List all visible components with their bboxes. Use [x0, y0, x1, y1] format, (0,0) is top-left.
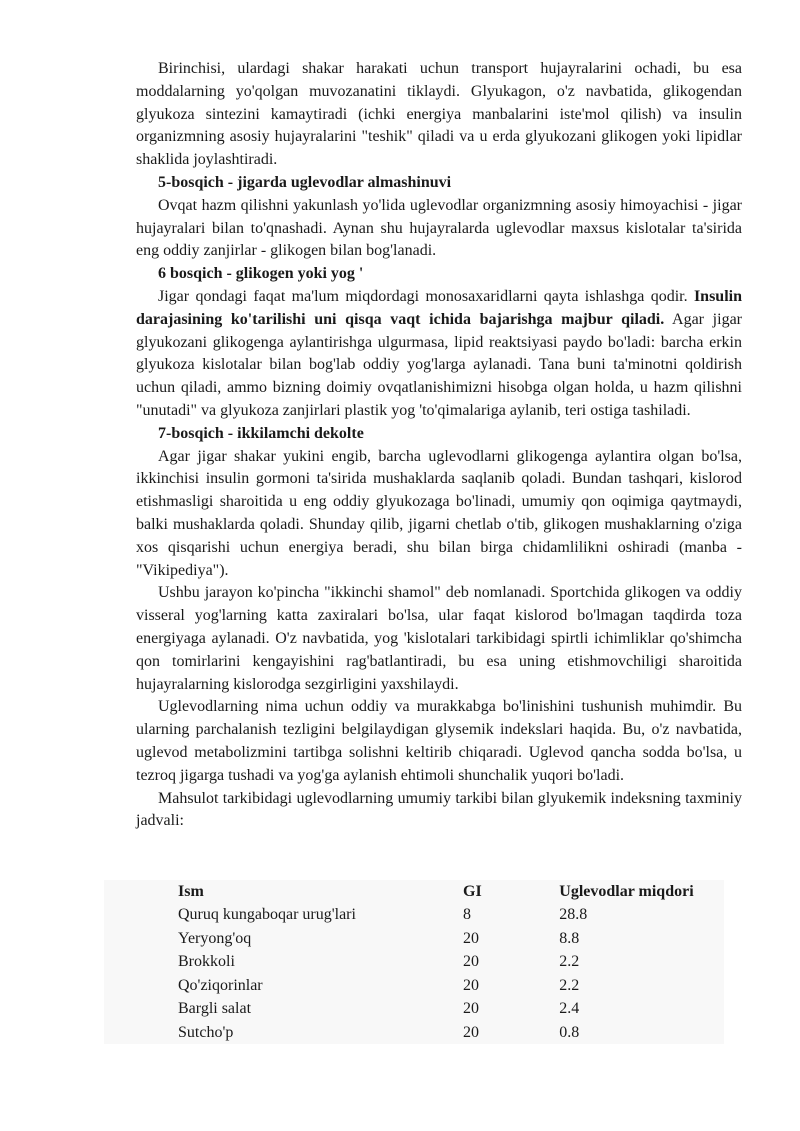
header-carbs: Uglevodlar miqdori [559, 882, 694, 900]
table-row [178, 1021, 724, 1045]
gi-table-container [104, 880, 724, 1044]
header-gi: GI [463, 882, 482, 900]
cell-gi: 8 [463, 906, 471, 924]
header-name: Ism [178, 882, 204, 900]
paragraph-2: Ovqat hazm qilishni yakunlash yo'lida uglevodlar organizmning asosiy himoyachisi - jigar hujayralari bilan to'qnashadi. Aynan shu hujayralarda uglevodlar maxsus kislotalar ta'sirida eng oddiy zanjirlar - glikogen bilan bog'lanadi. [136, 196, 742, 260]
paragraph-1: Birinchisi, ulardagi shakar harakati uchun transport hujayralarini ochadi, bu esa moddalarning yo'qolgan muvozanatini tiklaydi. Glyukagon, o'z navbatida, glikogendan glyukoza sintezini kamaytiradi (ichki energiya manbalarini iste'mol qilish) va insulin organizmning asosiy hujayralarini "teshik" qiladi va u erda glyukozani glikogen yoki lipidlar shaklida joylashtiradi. [136, 60, 742, 169]
paragraph-6: Uglevodlarning nima uchun oddiy va murakkabga bo'linishini tushunish muhimdir. Bu ularning parchalanish tezligini belgilaydigan glysemik indekslari haqida. Bu, o'z navbatida, uglevod metabolizmini tartibga solishni keltirib chiqaradi. Uglevod qancha sodda bo'lsa, u tezroq jigarga tushadi va yog'ga aylanish ehtimoli shunchalik yuqori bo'ladi. [136, 698, 742, 784]
cell-gi: 20 [463, 1023, 479, 1041]
cell-carbs: 0.8 [559, 1023, 580, 1041]
cell-carbs: 2.2 [559, 976, 580, 994]
table-row [178, 951, 724, 975]
cell-carbs: 2.2 [559, 953, 580, 971]
cell-carbs: 28.8 [559, 906, 588, 924]
paragraph-3-bold: Insulin darajasining ko'tarilishi uni qisqa vaqt ichida bajarishga majbur qiladi. [136, 287, 742, 328]
table-row [178, 974, 724, 998]
paragraph-5: Ushbu jarayon ko'pincha "ikkinchi shamol" deb nomlanadi. Sportchida glikogen va oddiy visseral yog'larning katta zaxiralari bo'lsa, ular faqat kislorod bo'lmagan taqdirda toza energiyaga aylanadi. O'z navbatida, yog 'kislotalari tarkibidagi spirtli ichimliklar qo'shimcha qon tomirlarini kengayishini rag'batlantiradi, bu esa uning etishmovchiligi sharoitida hujayralarning kislorodga sezgirligini yaxshilaydi. [136, 584, 742, 693]
cell-name: Bargli salat [178, 1000, 252, 1018]
paragraph-3 [136, 286, 742, 423]
paragraph-4: Agar jigar shakar yukini engib, barcha uglevodlarni glikogenga aylantira olgan bo'lsa, ikkinchisi insulin gormoni ta'sirida mushaklarda saqlanib qoladi. Bundan tashqari, kislorod etishmasligi sharoitida u eng oddiy glyukozaga bo'linadi, umumiy qon oqimiga qaytmaydi, balki mushaklarda qoladi. Shunday qilib, jigarni chetlab o'tib, glikogen mushaklarning o'ziga xos qisqarishi uchun energiya beradi, shu bilan birga chidamlilikni oshiradi (manba - "Vikipediya"). [136, 447, 742, 579]
cell-name: Yeryong'oq [178, 929, 252, 947]
cell-carbs: 2.4 [559, 1000, 580, 1018]
table-header-row [178, 880, 724, 904]
table-row [178, 927, 724, 951]
cell-name: Sutcho'p [178, 1023, 234, 1041]
cell-name: Brokkoli [178, 953, 235, 971]
gi-table [178, 880, 724, 1045]
cell-gi: 20 [463, 953, 479, 971]
document-body [136, 58, 742, 833]
heading-stage-7: 7-bosqich - ikkilamchi dekolte [158, 424, 364, 442]
cell-gi: 20 [463, 929, 479, 947]
heading-stage-6: 6 bosqich - glikogen yoki yog ' [158, 265, 364, 283]
cell-gi: 20 [463, 1000, 479, 1018]
cell-carbs: 8.8 [559, 929, 580, 947]
table-row [178, 904, 724, 928]
paragraph-3-start: Jigar qondagi faqat ma'lum miqdordagi monosaxaridlarni qayta ishlashga qodir. [158, 287, 694, 305]
cell-name: Qo'ziqorinlar [178, 976, 263, 994]
paragraph-3-end: Agar jigar glyukozani glikogenga aylantirishga ulgurmasa, lipid reaktsiyasi paydo bo'ladi: barcha erkin glyukoza kislotalar bilan bog'lab oddiy yog'larga aylanadi. Tana buni ta'minotni qoldirish uchun qiladi, ammo bizning doimiy ovqatlanishimizni hisobga olgan holda, u hazm qilishni "unutadi" va glyukoza zanjirlari plastik yog 'to'qimalariga aylanib, teri ostiga tashiladi. [136, 310, 742, 419]
cell-gi: 20 [463, 976, 479, 994]
heading-stage-5: 5-bosqich - jigarda uglevodlar almashinuvi [158, 173, 452, 191]
table-row [178, 998, 724, 1022]
cell-name: Quruq kungaboqar urug'lari [178, 906, 356, 924]
paragraph-7: Mahsulot tarkibidagi uglevodlarning umumiy tarkibi bilan glyukemik indeksning taxminiy jadvali: [136, 789, 742, 830]
